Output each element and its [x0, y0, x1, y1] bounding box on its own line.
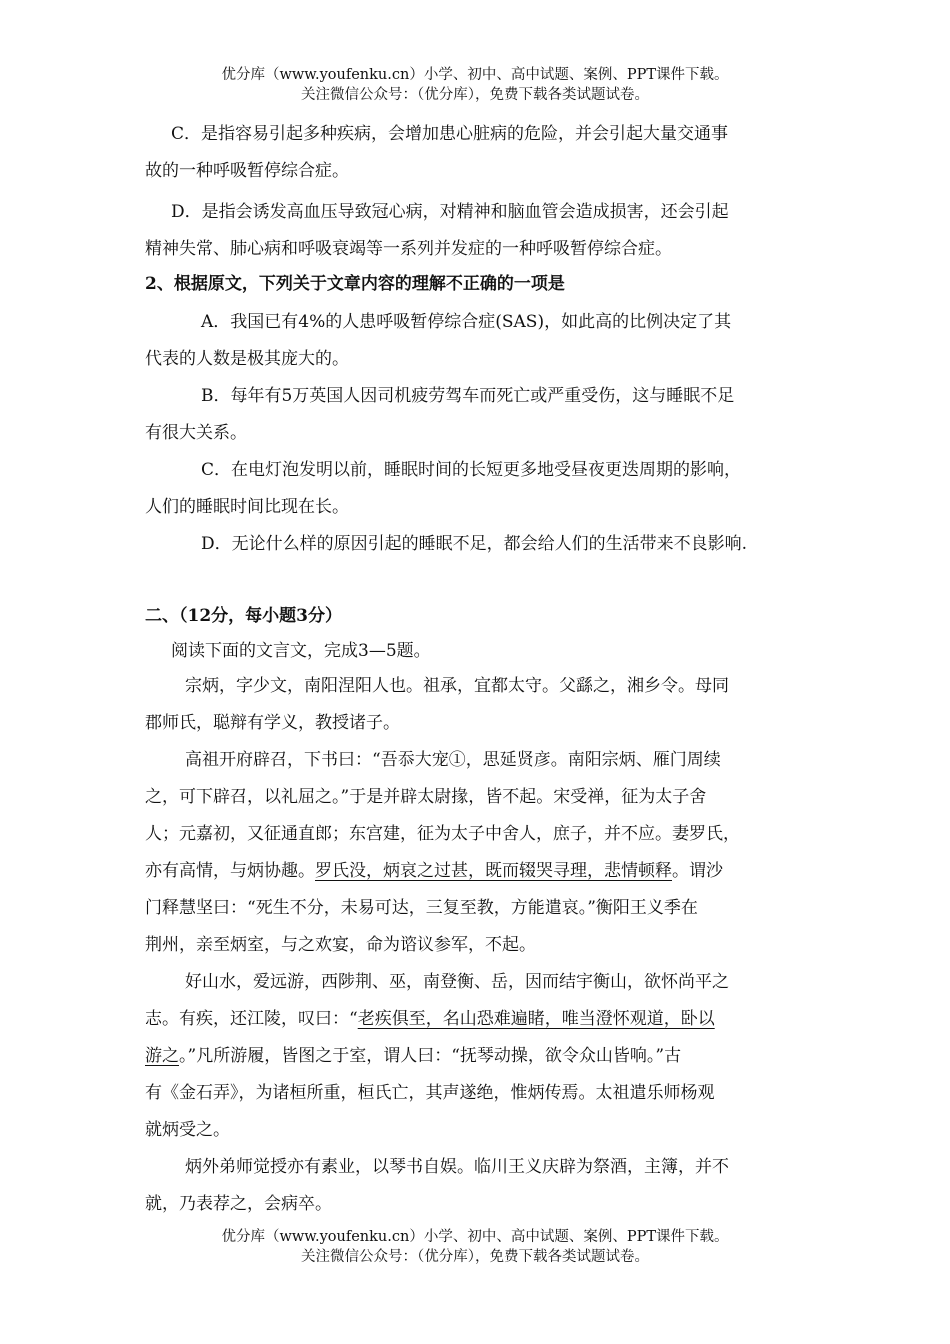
- passage-p2-line2: 之，可下辟召，以礼屈之。”于是并辟太尉掾，皆不起。宋受禅，征为太子舍: [145, 787, 707, 807]
- passage-p3-line3-end: 。”凡所游履，皆图之于室，谓人曰：“抚琴动操，欲令众山皆响。”古: [179, 1046, 682, 1066]
- q2-stem: 2、根据原文，下列关于文章内容的理解不正确的一项是: [145, 274, 565, 294]
- passage-p2-line4: [145, 859, 723, 883]
- passage-p4-line2: 就，乃表荐之，会病卒。: [145, 1194, 332, 1214]
- passage-p2-line4-start: 亦有高情，与炳协趣。: [145, 861, 315, 881]
- q2-option-c-line1: C．在电灯泡发明以前，睡眠时间的长短更多地受昼夜更迭周期的影响，: [201, 460, 742, 480]
- passage-p3-line3: [145, 1044, 681, 1068]
- q2-option-d-line1: D．无论什么样的原因引起的睡眠不足，都会给人们的生活带来不良影响.: [201, 534, 748, 554]
- q1-option-c-line2: 故的一种呼吸暂停综合症。: [145, 161, 349, 181]
- underlined-sentence-1: 罗氏没，炳哀之过甚，既而辍哭寻理，悲情顿释: [315, 861, 672, 881]
- passage-p2-line5: 门释慧坚曰：“死生不分，未易可达，三复至教，方能遣哀。”衡阳王义季在: [145, 898, 698, 918]
- footer-line-1: 优分库（www.youfenku.cn）小学、初中、高中试题、案例、PPT课件下载。: [221, 1229, 729, 1245]
- passage-p2-line1: 高祖开府辟召，下书曰：“吾忝大宠①，思延贤彦。南阳宗炳、雁门周续: [185, 750, 721, 770]
- section2-heading: 二、（12分，每小题3分）: [145, 606, 342, 626]
- passage-p3-line2: [145, 1007, 715, 1031]
- passage-p2-line4-end: 。谓沙: [672, 861, 723, 881]
- passage-p3-line5: 就炳受之。: [145, 1120, 230, 1140]
- q2-option-b-line1: B．每年有5万英国人因司机疲劳驾车而死亡或严重受伤，这与睡眠不足: [201, 386, 735, 406]
- header-line-1: 优分库（www.youfenku.cn）小学、初中、高中试题、案例、PPT课件下载。: [221, 67, 729, 83]
- q2-option-a-line2: 代表的人数是极其庞大的。: [145, 349, 349, 369]
- underlined-sentence-2a: 老疾俱至，名山恐难遍睹，唯当澄怀观道，卧以: [357, 1009, 715, 1029]
- passage-p2-line6: 荆州，亲至炳室，与之欢宴，命为谘议参军，不起。: [145, 935, 536, 955]
- section2-instruction: 阅读下面的文言文，完成3—5题。: [171, 641, 431, 661]
- passage-p3-line1: 好山水，爱远游，西陟荆、巫，南登衡、岳，因而结宇衡山，欲怀尚平之: [185, 972, 729, 992]
- page-header: [0, 65, 950, 105]
- q2-option-c-line2: 人们的睡眠时间比现在长。: [145, 497, 349, 517]
- underlined-sentence-2b: 游之: [145, 1046, 179, 1066]
- q2-option-b-line2: 有很大关系。: [145, 423, 247, 443]
- q1-option-d-line1: D．是指会诱发高血压导致冠心病，对精神和脑血管会造成损害，还会引起: [171, 202, 729, 222]
- passage-p3-line4: 有《金石弄》，为诸桓所重，桓氏亡，其声遂绝，惟炳传焉。太祖遣乐师杨观: [145, 1083, 715, 1103]
- footer-line-2: 关注微信公众号：（优分库），免费下载各类试题试卷。: [301, 1249, 649, 1265]
- passage-p1-line2: 郡师氏，聪辩有学义，教授诸子。: [145, 713, 400, 733]
- page-footer: [0, 1227, 950, 1267]
- q1-option-d-line2: 精神失常、肺心病和呼吸衰竭等一系列并发症的一种呼吸暂停综合症。: [145, 239, 672, 259]
- passage-p2-line3: 人；元嘉初，又征通直郎；东宫建，征为太子中舍人，庶子，并不应。妻罗氏，: [145, 824, 740, 844]
- header-line-2: 关注微信公众号：（优分库），免费下载各类试题试卷。: [301, 87, 649, 103]
- passage-p4-line1: 炳外弟师觉授亦有素业，以琴书自娱。临川王义庆辟为祭酒，主簿，并不: [185, 1157, 729, 1177]
- q1-option-c-line1: C．是指容易引起多种疾病，会增加患心脏病的危险，并会引起大量交通事: [171, 124, 729, 144]
- q2-option-a-line1: A．我国已有4%的人患呼吸暂停综合症(SAS)，如此高的比例决定了其: [201, 312, 732, 332]
- passage-p1-line1: 宗炳，字少文，南阳涅阳人也。祖承，宜都太守。父繇之，湘乡令。母同: [185, 676, 729, 696]
- passage-p3-line2-start: 志。有疾，还江陵，叹曰：“: [145, 1009, 358, 1029]
